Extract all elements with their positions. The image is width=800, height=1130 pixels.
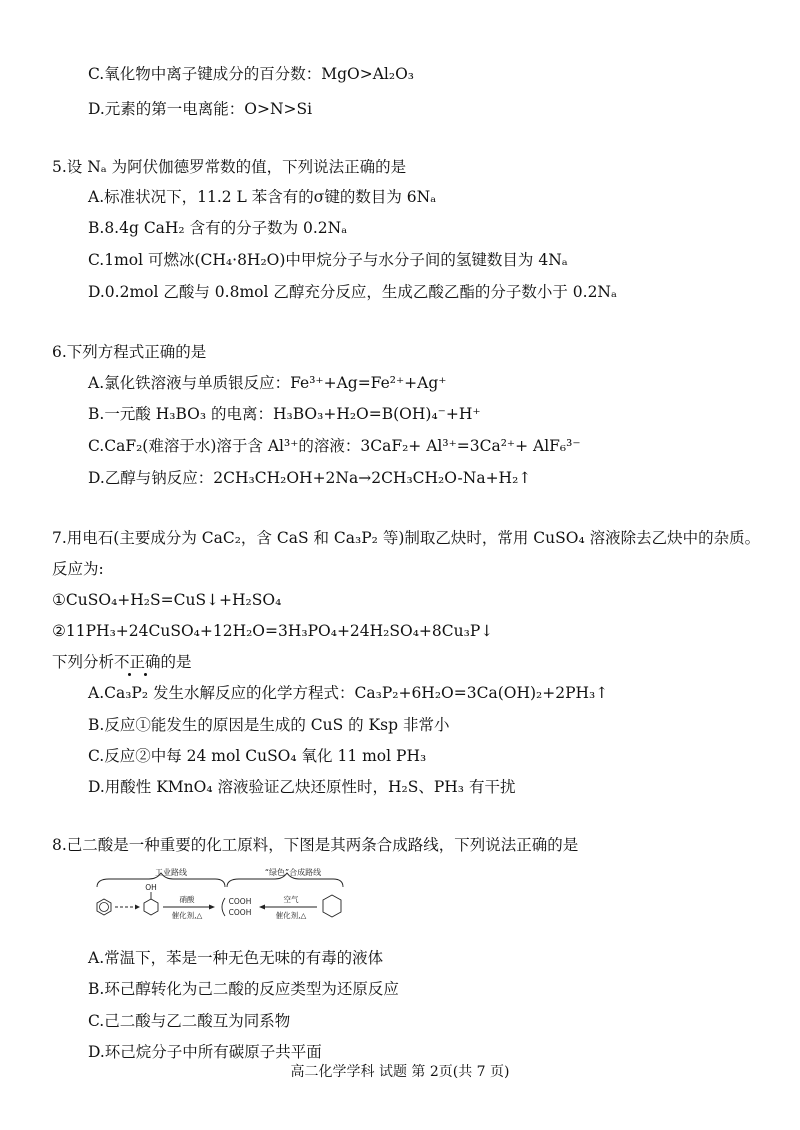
question-7-option-d: D.用酸性 KMnO₄ 溶液验证乙炔还原性时，H₂S、PH₃ 有干扰 — [88, 778, 516, 796]
question-7-option-c: C.反应②中每 24 mol CuSO₄ 氧化 11 mol PH₃ — [88, 747, 427, 765]
question-7-question: 下列分析不正确的是 — [52, 653, 192, 671]
question-6-option-c: C.CaF₂(难溶于水)溶于含 Al³⁺的溶液：3CaF₂+ Al³⁺=3Ca²⁺+ AlF₆³⁻ — [88, 437, 581, 455]
question-7-option-a: A.Ca₃P₂ 发生水解反应的化学方程式：Ca₃P₂+6H₂O=3Ca(OH)₂+2PH₃↑ — [88, 684, 609, 702]
oh-label: OH — [145, 883, 157, 892]
question-7-stem-line2: 反应为: — [52, 560, 104, 578]
option-d-ionization-energy: D.元素的第一电离能：O>N>Si — [88, 100, 313, 118]
page-footer: 高二化学学科 试题 第 2页(共 7 页) — [290, 1064, 510, 1080]
reagent-nitric-acid: 硝酸 — [179, 895, 195, 904]
question-8-option-c: C.己二酸与乙二酸互为同系物 — [88, 1012, 291, 1030]
question-6-stem: 6.下列方程式正确的是 — [52, 343, 207, 361]
question-7-stem-line1: 7.用电石(主要成分为 CaC₂，含 CaS 和 Ca₃P₂ 等)制取乙炔时，常用 CuSO₄ 溶液除去乙炔中的杂质。 — [52, 529, 761, 547]
cyclohexane-ring — [323, 895, 341, 917]
question-7-option-b: B.反应①能发生的原因是生成的 CuS 的 Ksp 非常小 — [88, 716, 450, 734]
question-5-option-c: C.1mol 可燃冰(CH₄·8H₂O)中甲烷分子与水分子间的氢键数目为 4Nₐ — [88, 251, 568, 269]
question-8-option-d: D.环己烷分子中所有碳原子共平面 — [88, 1043, 322, 1061]
adipic-acid-bracket — [222, 898, 225, 916]
cooh-top-label: COOH — [228, 897, 252, 906]
route-industrial-label: 工业路线 — [155, 868, 187, 877]
benzene-ring — [97, 899, 111, 915]
question-5-option-a: A.标准状况下，11.2 L 苯含有的σ键的数目为 6Nₐ — [88, 188, 437, 206]
question-7-reaction-2: ②11PH₃+24CuSO₄+12H₂O=3H₃PO₄+24H₂SO₄+8Cu₃P↓ — [52, 622, 494, 640]
reagent-air: 空气 — [283, 895, 299, 904]
question-6-option-a: A.氯化铁溶液与单质银反应：Fe³⁺+Ag=Fe²⁺+Ag⁺ — [88, 374, 447, 392]
emphasis-dot — [128, 673, 131, 676]
emphasis-dot — [144, 673, 147, 676]
dashed-arrowhead — [135, 905, 140, 910]
cyclohexanol-ring — [144, 899, 158, 915]
route-green-label: “绿色”合成路线 — [264, 868, 322, 877]
question-5-option-d: D.0.2mol 乙酸与 0.8mol 乙醇充分反应，生成乙酸乙酯的分子数小于 0.2Nₐ — [88, 283, 617, 301]
arrow-air-head — [259, 905, 265, 910]
question-8-stem: 8.己二酸是一种重要的化工原料，下图是其两条合成路线，下列说法正确的是 — [52, 836, 579, 854]
option-c-ionic-bond: C.氧化物中离子键成分的百分数：MgO>Al₂O₃ — [88, 65, 415, 83]
question-7-reaction-1: ①CuSO₄+H₂S=CuS↓+H₂SO₄ — [52, 591, 282, 609]
question-8-option-b: B.环己醇转化为己二酸的反应类型为还原反应 — [88, 980, 399, 998]
benzene-circle — [100, 903, 109, 912]
arrow-nitric-acid-head — [209, 905, 215, 910]
question-5-stem: 5.设 Nₐ 为阿伏伽德罗常数的值，下列说法正确的是 — [52, 158, 407, 176]
synthesis-scheme-diagram — [85, 867, 365, 939]
question-6-option-b: B.一元酸 H₃BO₃ 的电离：H₃BO₃+H₂O=B(OH)₄⁻+H⁺ — [88, 405, 481, 423]
question-6-option-d: D.乙醇与钠反应：2CH₃CH₂OH+2Na→2CH₃CH₂O-Na+H₂↑ — [88, 469, 532, 487]
cooh-bottom-label: COOH — [228, 908, 252, 917]
question-5-option-b: B.8.4g CaH₂ 含有的分子数为 0.2Nₐ — [88, 219, 348, 237]
reagent-catalyst-2: 催化剂,△ — [275, 911, 307, 920]
question-8-option-a: A.常温下，苯是一种无色无味的有毒的液体 — [88, 949, 384, 967]
reagent-catalyst-1: 催化剂,△ — [171, 911, 203, 920]
